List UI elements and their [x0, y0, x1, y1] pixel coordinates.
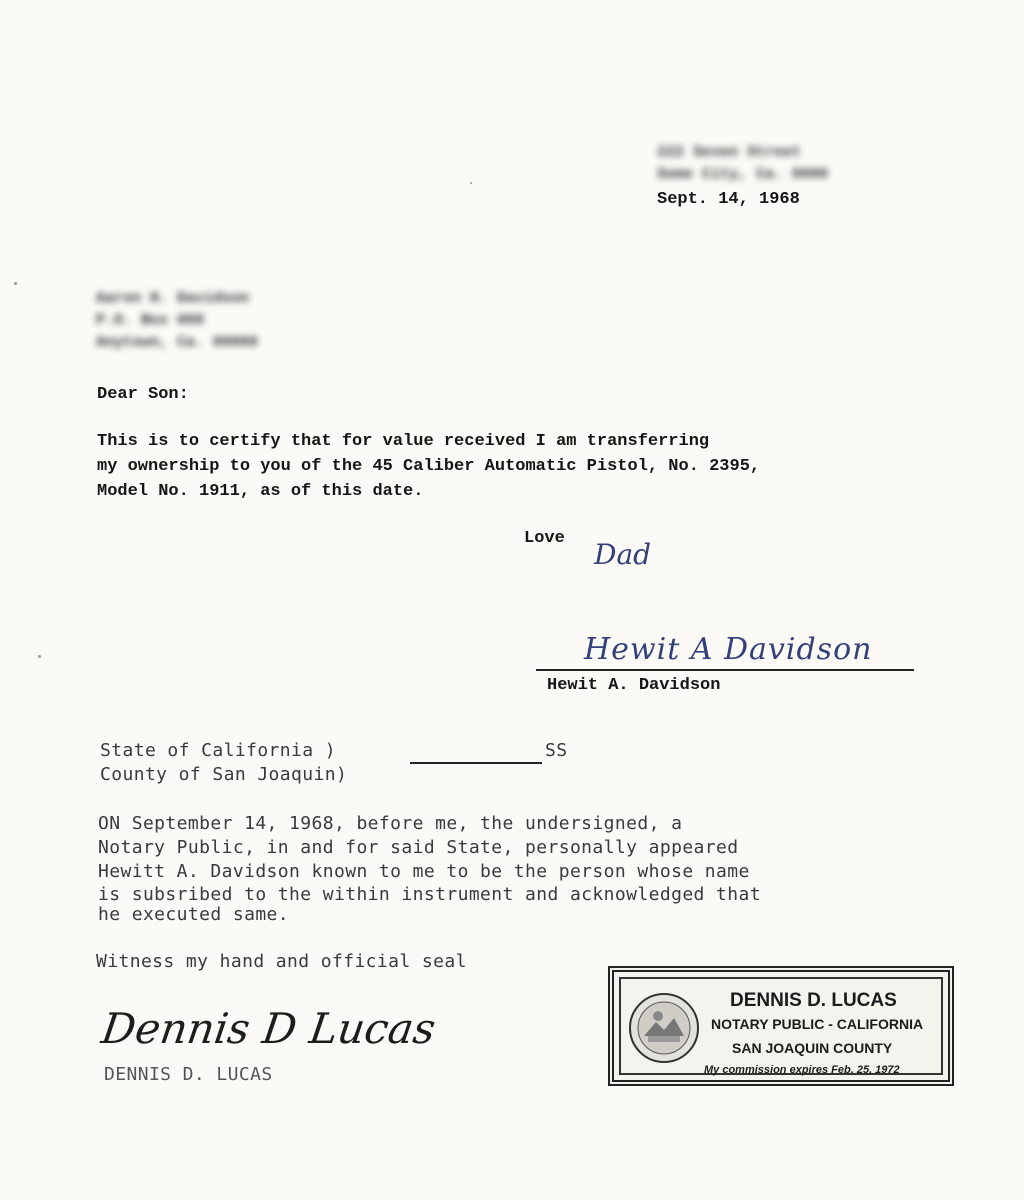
letter-body-line: Model No. 1911, as of this date. [97, 482, 424, 501]
signature-line [536, 669, 914, 671]
paper-speck [470, 182, 472, 184]
sender-address [657, 142, 828, 186]
witness-line: Witness my hand and official seal [96, 951, 467, 972]
notary-body-line: Notary Public, in and for said State, personally appeared [98, 837, 739, 858]
notary-signer-name: DENNIS D. LUCAS [104, 1064, 273, 1085]
salutation: Dear Son: [97, 385, 189, 404]
notary-body-line: he executed same. [98, 904, 290, 925]
seal-commission: My commission expires Feb. 25, 1972 [704, 1064, 900, 1076]
letter-body-line: my ownership to you of the 45 Caliber Automatic Pistol, No. 2395, [97, 457, 761, 476]
recipient-address-line: Aaron H. Davidson [96, 290, 250, 307]
venue-county: County of San Joaquin) [100, 764, 348, 785]
venue-blank-line [410, 762, 542, 764]
letter-date: Sept. 14, 1968 [657, 190, 800, 209]
venue-state: State of California ) [100, 740, 336, 761]
notary-body-line: ON September 14, 1968, before me, the undersigned, a [98, 813, 683, 834]
paper-speck [14, 282, 17, 285]
sender-address-line: 222 Seven Street [657, 144, 802, 161]
venue-ss: SS [545, 740, 568, 761]
notary-body-line: is subsribed to the within instrument and acknowledged that [98, 884, 761, 905]
notary-handwritten-signature: Dennis D Lucas [98, 1004, 439, 1053]
notary-seal-stamp [608, 966, 954, 1086]
seal-name: DENNIS D. LUCAS [730, 990, 897, 1011]
seal-county: SAN JOAQUIN COUNTY [732, 1040, 893, 1056]
letter-body-line: This is to certify that for value received I am transferring [97, 432, 710, 451]
recipient-address [96, 288, 258, 354]
closing: Love [524, 529, 565, 548]
signer-name: Hewit A. Davidson [547, 676, 721, 695]
state-seal-icon [628, 992, 700, 1064]
sender-address-line: Some City, Ca. 0000 [657, 166, 829, 183]
handwritten-signature: Hewit A Davidson [584, 632, 873, 667]
paper-speck [38, 655, 41, 658]
notary-body-line: Hewitt A. Davidson known to me to be the person whose name [98, 861, 750, 882]
recipient-address-line: P.O. Box 000 [96, 312, 205, 329]
recipient-address-line: Anytown, Ca. 00000 [96, 334, 259, 351]
handwritten-dad: Dad [594, 538, 652, 571]
seal-title: NOTARY PUBLIC - CALIFORNIA [711, 1016, 924, 1032]
